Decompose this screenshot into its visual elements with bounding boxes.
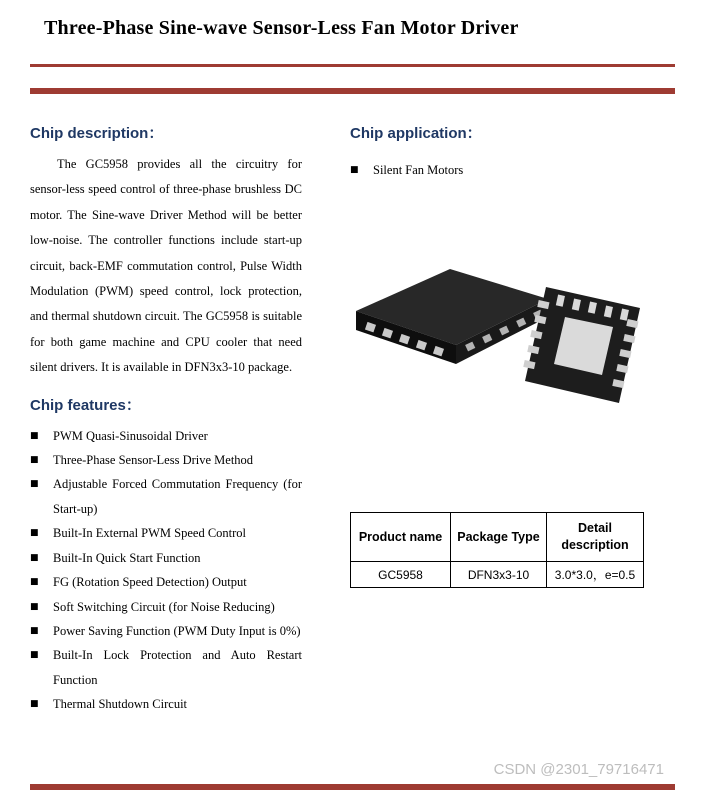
square-bullet-icon: ■ — [30, 455, 39, 466]
feature-item — [30, 521, 302, 545]
table-header-package-type: Package Type — [451, 513, 547, 562]
feature-item-label: Thermal Shutdown Circuit — [53, 697, 188, 712]
feature-item — [30, 546, 302, 570]
chip-package-image — [350, 251, 642, 421]
feature-item-label: Adjustable Forced Commutation Frequency (for Start-up) — [53, 477, 302, 516]
square-bullet-icon: ■ — [30, 699, 39, 710]
square-bullet-icon: ■ — [30, 577, 39, 588]
feature-item-label: Built-In External PWM Speed Control — [53, 526, 247, 541]
feature-item — [30, 643, 302, 692]
feature-item — [30, 595, 302, 619]
chip-top-view — [356, 269, 548, 364]
feature-item — [30, 619, 302, 643]
table-header-detail-description: Detail description — [547, 513, 644, 562]
document-title: Three-Phase Sine-wave Sensor-Less Fan Motor Driver — [44, 17, 519, 39]
chip-description-paragraph: The GC5958 provides all the circuitry for sensor-less speed control of three-phase brushless DC motor. The Sine-wave Driver Method will be better low-noise. The controller functions include start-up circuit, back-EMF commutation control, Pulse Width Modulation (PWM) speed control, lock protection, and thermal shutdown circuit. The GC5958 is suitable for both game machine and CPU cooler that need silent drivers. It is available in DFN3x3-10 package. — [30, 157, 302, 375]
feature-item-label: Built-In Quick Start Function — [53, 550, 201, 565]
title-rule-thick — [30, 88, 675, 94]
square-bullet-icon: ■ — [350, 165, 359, 175]
feature-item — [30, 448, 302, 472]
feature-item-label: Three-Phase Sensor-Less Drive Method — [53, 453, 254, 468]
chip-render-svg — [350, 251, 642, 421]
feature-item-label: Soft Switching Circuit (for Noise Reducing) — [53, 599, 275, 614]
chip-application-heading: Chip application： — [350, 125, 482, 142]
cell-detail-description: 3.0*3.0，e=0.5 — [547, 562, 644, 588]
square-bullet-icon: ■ — [30, 552, 39, 563]
title-rule-thin — [30, 64, 675, 67]
left-column — [30, 122, 302, 717]
feature-item-label: FG (Rotation Speed Detection) Output — [53, 575, 247, 590]
square-bullet-icon: ■ — [30, 601, 39, 612]
chip-description-heading: Chip description： — [30, 125, 164, 142]
feature-item — [30, 424, 302, 448]
table-header-product-name: Product name — [351, 513, 451, 562]
square-bullet-icon: ■ — [30, 650, 39, 661]
table-row — [351, 562, 644, 588]
square-bullet-icon: ■ — [30, 430, 39, 441]
footer-rule — [30, 784, 675, 790]
application-item — [350, 160, 646, 181]
feature-item — [30, 692, 302, 716]
feature-list — [30, 424, 302, 717]
square-bullet-icon: ■ — [30, 479, 39, 490]
watermark: CSDN @2301_79716471 — [493, 761, 664, 778]
chip-features-heading: Chip features： — [30, 396, 141, 414]
cell-package-type: DFN3x3-10 — [451, 562, 547, 588]
application-list — [350, 160, 646, 181]
feature-item-label: Power Saving Function (PWM Duty Input is 0%) — [53, 623, 301, 638]
application-item-label: Silent Fan Motors — [373, 163, 464, 177]
feature-item-label: PWM Quasi-Sinusoidal Driver — [53, 428, 208, 443]
feature-item — [30, 570, 302, 594]
square-bullet-icon: ■ — [30, 528, 39, 539]
cell-product-name: GC5958 — [351, 562, 451, 588]
feature-item — [30, 472, 302, 521]
square-bullet-icon: ■ — [30, 625, 39, 636]
right-column — [350, 122, 646, 588]
feature-item-label: Built-In Lock Protection and Auto Restart Function — [53, 648, 302, 687]
package-table — [350, 512, 644, 588]
chip-bottom-view — [523, 287, 640, 403]
table-header-row — [351, 513, 644, 562]
